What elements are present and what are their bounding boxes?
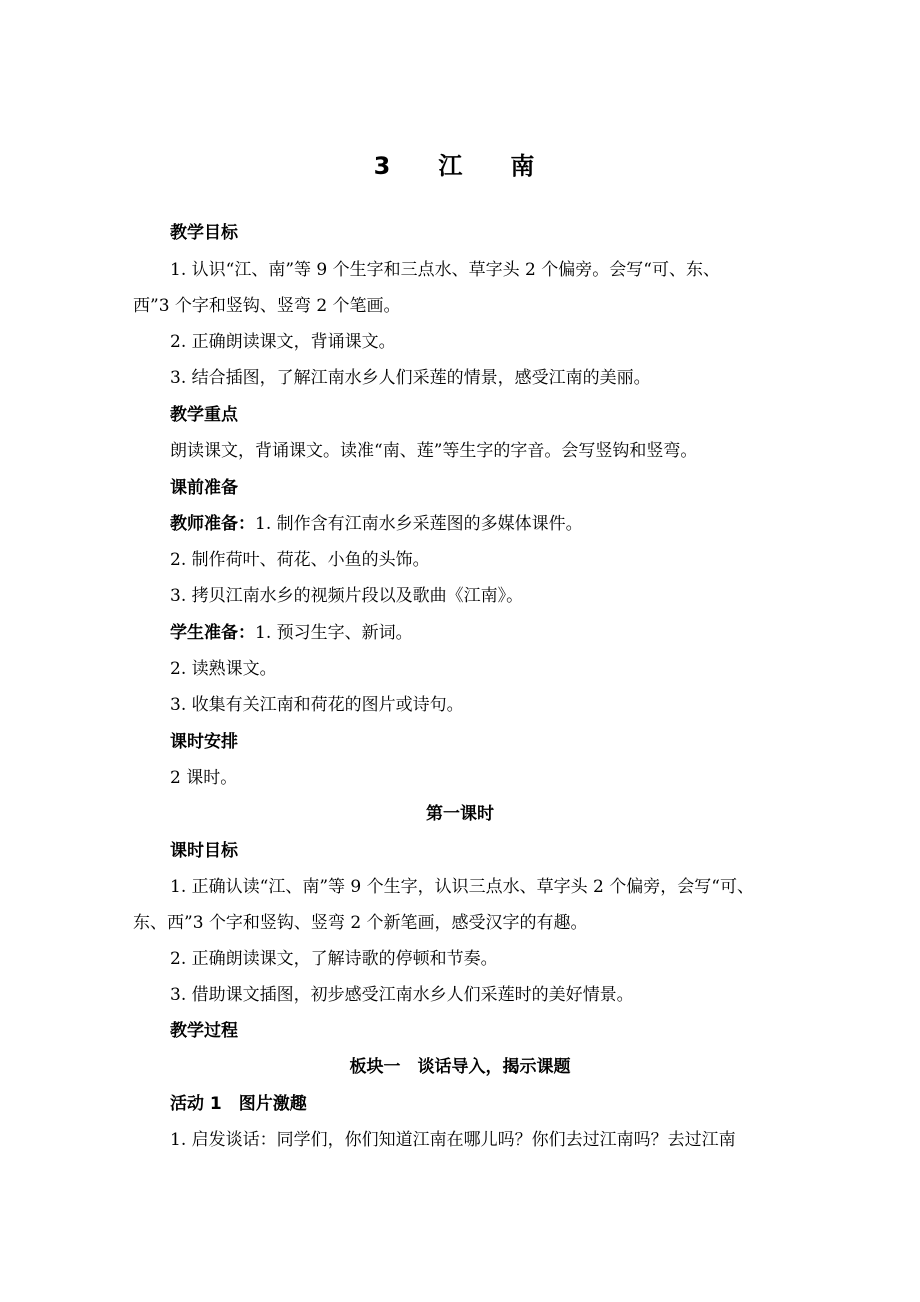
student-prep-label: 学生准备： — [170, 623, 255, 643]
schedule-heading: 课时安排 — [170, 732, 238, 752]
focus-text: 朗读课文，背诵课文。读准“南、莲”等生字的字音。会写竖钩和竖弯。 — [170, 441, 698, 461]
lesson-goal-3: 3. 借助课文插图，初步感受江南水乡人们采莲时的美好情景。 — [170, 985, 634, 1005]
focus-heading: 教学重点 — [170, 405, 238, 425]
teacher-prep-label: 教师准备： — [170, 514, 255, 534]
teacher-prep-item-2: 2. 制作荷叶、荷花、小鱼的头饰。 — [170, 550, 430, 570]
activity-1-label: 活动 1 — [170, 1094, 239, 1114]
lesson-1-heading: 第一课时 — [426, 804, 494, 824]
student-prep-item-2: 2. 读熟课文。 — [170, 659, 277, 679]
page-title: 3 江 南 — [373, 152, 547, 180]
goal-1-line-1: 1. 认识“江、南”等 9 个生字和三点水、草字头 2 个偏旁。会写“可、东、 — [170, 260, 720, 280]
activity-1-item-1: 1. 启发谈话：同学们，你们知道江南在哪儿吗？你们去过江南吗？去过江南 — [170, 1130, 736, 1150]
lesson-goal-2: 2. 正确朗读课文，了解诗歌的停顿和节奏。 — [170, 949, 498, 969]
teacher-prep-item-3: 3. 拷贝江南水乡的视频片段以及歌曲《江南》。 — [170, 586, 524, 606]
teacher-prep-item-1: 1. 制作含有江南水乡采莲图的多媒体课件。 — [255, 514, 583, 534]
activity-1-line — [170, 1093, 307, 1115]
activity-1-title: 图片激趣 — [238, 1094, 307, 1114]
teacher-prep-line — [170, 513, 583, 535]
student-prep-line — [170, 622, 413, 644]
student-prep-item-3: 3. 收集有关江南和荷花的图片或诗句。 — [170, 695, 464, 715]
goal-3: 3. 结合插图，了解江南水乡人们采莲的情景，感受江南的美丽。 — [170, 368, 651, 388]
goal-2: 2. 正确朗读课文，背诵课文。 — [170, 332, 396, 352]
block-1-heading: 板块一 谈话导入，揭示课题 — [349, 1057, 571, 1077]
prep-heading: 课前准备 — [170, 478, 238, 498]
lesson-goal-1-line-1: 1. 正确认读“江、南”等 9 个生字，认识三点水、草字头 2 个偏旁，会写“可、 — [170, 877, 754, 897]
goals-heading: 教学目标 — [170, 223, 238, 243]
lesson-goal-1-line-2: 东、西”3 个字和竖钩、竖弯 2 个新笔画，感受汉字的有趣。 — [133, 913, 588, 933]
process-heading: 教学过程 — [170, 1021, 238, 1041]
goal-1-line-2: 西”3 个字和竖钩、竖弯 2 个笔画。 — [133, 296, 401, 316]
student-prep-item-1: 1. 预习生字、新词。 — [255, 623, 413, 643]
schedule-text: 2 课时。 — [170, 768, 238, 788]
lesson-goals-heading: 课时目标 — [170, 841, 238, 861]
